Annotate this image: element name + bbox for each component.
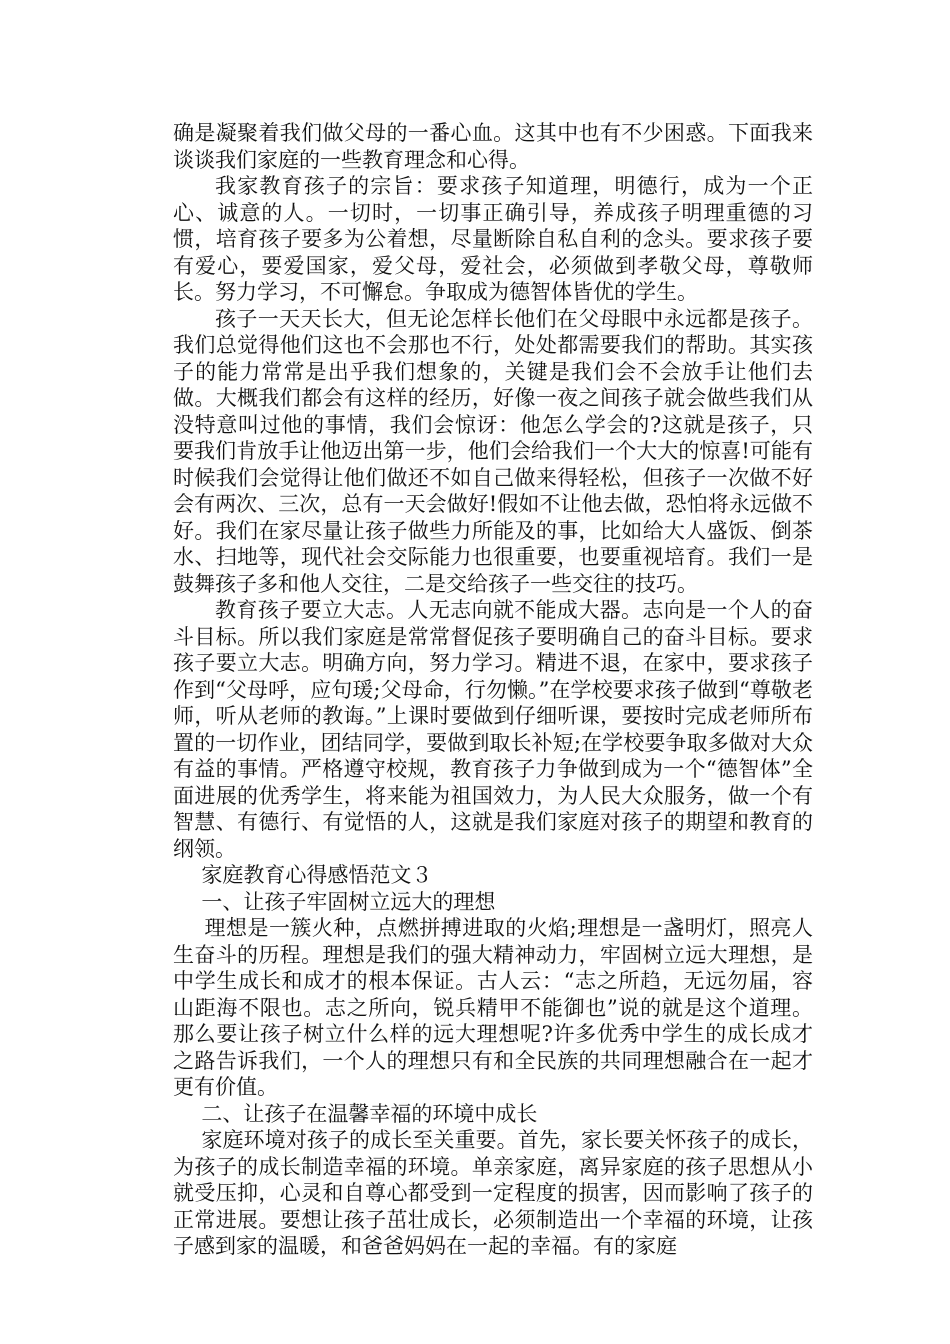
subheading-ideal: 一、让孩子牢固树立远大的理想 <box>201 889 496 914</box>
paragraph-continuation: 确是凝聚着我们做父母的一番心血。这其中也有不少困惑。下面我来谈谈我们家庭的一些教育理念和心得。 <box>173 121 813 172</box>
paragraph-let-children-do: 孩子一天天长大，但无论怎样长他们在父母眼中永远都是孩子。我们总觉得他们这也不会那也不行，处处都需要我们的帮助。其实孩子的能力常常是出乎我们想象的，关键是我们会不会放手让他们去做。大概我们都会有这样的经历，好像一夜之间孩子就会做些我们从没特意叫过他的事情，我们会惊讶：他怎么学会的?这就是孩子，只要我们肯放手让他迈出第一步，他们会给我们一个大大的惊喜!可能有时候我们会觉得让他们做还不如自己做来得轻松，但孩子一次做不好会有两次、三次，总有一天会做好!假如不让他去做，恐怕将永远做不好。我们在家尽量让孩子做些力所能及的事，比如给大人盛饭、倒茶水、扫地等，现代社会交际能力也很重要，也要重视培育。我们一是鼓舞孩子多和他人交往，二是交给孩子一些交往的技巧。 <box>173 306 813 596</box>
section-title: 家庭教育心得感悟范文３ <box>201 863 433 887</box>
paragraph-ideal: 理想是一簇火种，点燃拼搏进取的火焰;理想是一盏明灯，照亮人生奋斗的历程。理想是我们的强大精神动力，牢固树立远大理想，是中学生成长和成才的根本保证。古人云：“志之所趋，无远勿届，容山距海不限也。志之所向，锐兵精甲不能御也”说的就是这个道理。那么要让孩子树立什么样的远大理想呢?许多优秀中学生的成长成才之路告诉我们，一个人的理想只有和全民族的共同理想融合在一起才更有价值。 <box>173 916 813 1099</box>
paragraph-family-environment: 家庭环境对孩子的成长至关重要。首先，家长要关怀孩子的成长，为孩子的成长制造幸福的环境。单亲家庭，离异家庭的孩子思想从小就受压抑，心灵和自尊心都受到一定程度的损害，因而影响了孩子的正常进展。要想让孩子茁壮成长，必须制造出一个幸福的环境，让孩子感到家的温暖，和爸爸妈妈在一起的幸福。有的家庭 <box>173 1128 813 1258</box>
subheading-happy-environment: 二、让孩子在温馨幸福的环境中成长 <box>201 1101 538 1126</box>
document-body <box>173 120 813 1260</box>
paragraph-great-ambition: 教育孩子要立大志。人无志向就不能成大器。志向是一个人的奋斗目标。所以我们家庭是常常督促孩子要明确自己的奋斗目标。要求孩子要立大志。明确方向，努力学习。精进不退，在家中，要求孩子作到“父母呼，应句瑗;父母命，行勿懒。”在学校要求孩子做到“尊敬老师，听从老师的教诲。”上课时要做到仔细听课，要按时完成老师所布置的一切作业，团结同学，要做到取长补短;在学校要争取多做对大众有益的事情。严格遵守校规，教育孩子力争做到成为一个“德智体”全面进展的优秀学生，将来能为祖国效力，为人民大众服务，做一个有智慧、有德行、有觉悟的人，这就是我们家庭对孩子的期望和教育的纲领。 <box>173 598 813 861</box>
paragraph-education-principle: 我家教育孩子的宗旨：要求孩子知道理，明德行，成为一个正心、诚意的人。一切时，一切事正确引导，养成孩子明理重德的习惯，培育孩子要多为公着想，尽量断除自私自利的念头。要求孩子要有爱心，要爱国家，爱父母，爱社会，必须做到孝敬父母，尊敬师长。努力学习，不可懈怠。争取成为德智体皆优的学生。 <box>173 174 813 304</box>
